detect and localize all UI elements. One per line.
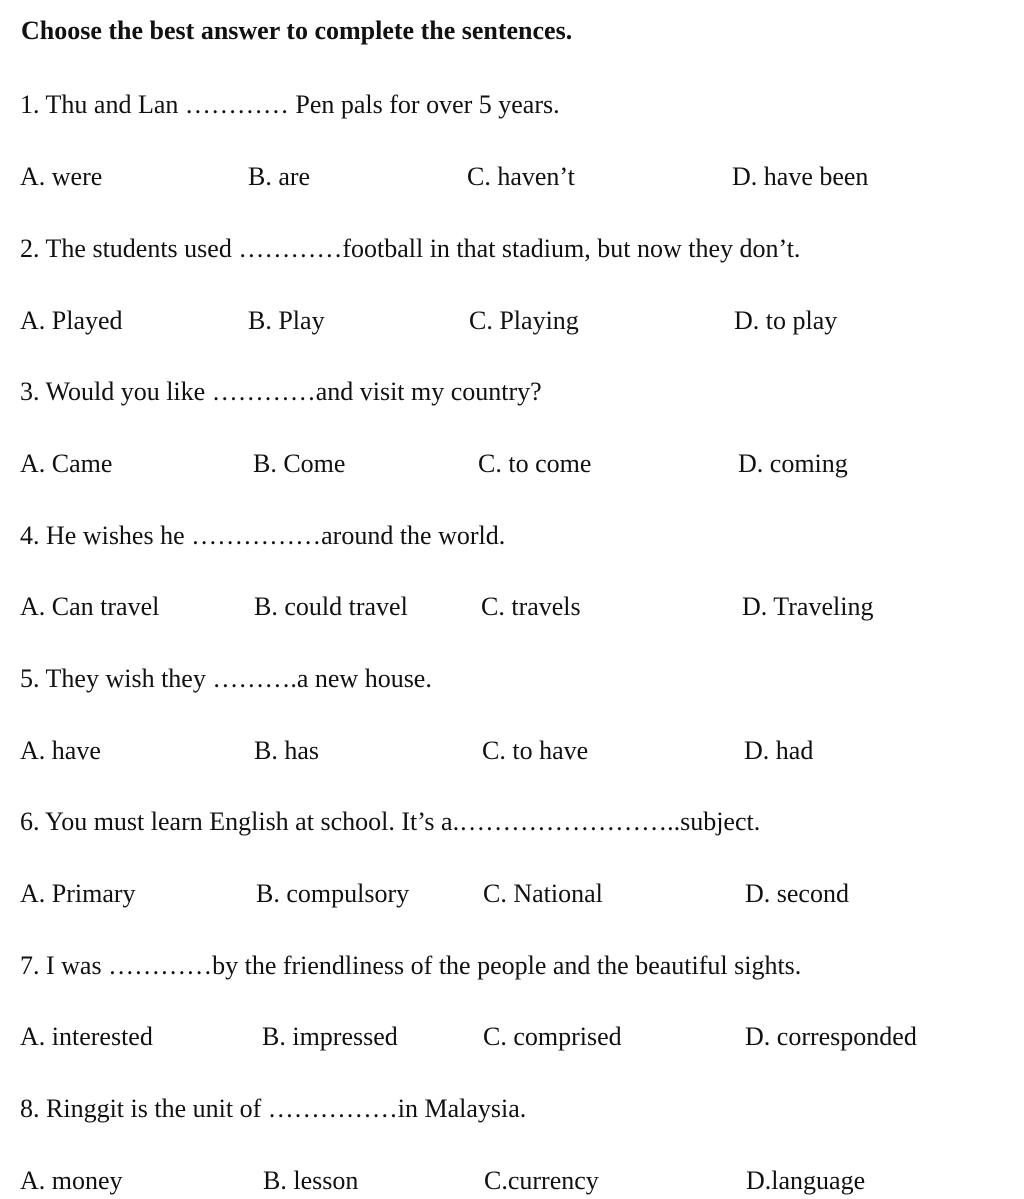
question-3: 3. Would you like …………and visit my country? xyxy=(20,377,542,406)
q2-option-d: D. to play xyxy=(734,306,838,335)
question-8: 8. Ringgit is the unit of ……………in Malaysia. xyxy=(20,1094,527,1123)
q1-option-a: A. were xyxy=(20,162,103,191)
worksheet-heading: Choose the best answer to complete the sentences. xyxy=(21,16,573,45)
question-4: 4. He wishes he ……………around the world. xyxy=(20,521,506,550)
q7-option-a: A. interested xyxy=(20,1022,153,1051)
q5-option-d: D. had xyxy=(744,736,814,765)
q4-option-b: B. could travel xyxy=(254,592,408,621)
q8-option-a: A. money xyxy=(20,1166,123,1195)
q6-option-a: A. Primary xyxy=(20,879,136,908)
q2-option-a: A. Played xyxy=(20,306,123,335)
question-2: 2. The students used …………football in that stadium, but now they don’t. xyxy=(20,234,801,263)
q4-option-a: A. Can travel xyxy=(20,592,160,621)
q3-option-a: A. Came xyxy=(20,449,113,478)
q7-option-b: B. impressed xyxy=(262,1022,398,1051)
q8-option-d: D.language xyxy=(746,1166,866,1195)
q5-option-a: A. have xyxy=(20,736,101,765)
q7-option-c: C. comprised xyxy=(483,1022,622,1051)
q8-option-b: B. lesson xyxy=(263,1166,359,1195)
q5-option-b: B. has xyxy=(254,736,319,765)
q6-option-d: D. second xyxy=(745,879,849,908)
q8-option-c: C.currency xyxy=(484,1166,599,1195)
q6-option-b: B. compulsory xyxy=(256,879,410,908)
q4-option-d: D. Traveling xyxy=(742,592,874,621)
question-5: 5. They wish they ……….a new house. xyxy=(20,664,432,693)
q7-option-d: D. corresponded xyxy=(745,1022,917,1051)
q4-option-c: C. travels xyxy=(481,592,581,621)
q3-option-d: D. coming xyxy=(738,449,848,478)
q1-option-c: C. haven’t xyxy=(467,162,575,191)
question-6: 6. You must learn English at school. It’s a.……………………..subject. xyxy=(20,807,761,836)
q2-option-b: B. Play xyxy=(248,306,325,335)
q2-option-c: C. Playing xyxy=(469,306,579,335)
q5-option-c: C. to have xyxy=(482,736,589,765)
q6-option-c: C. National xyxy=(483,879,603,908)
question-7: 7. I was …………by the friendliness of the people and the beautiful sights. xyxy=(20,951,802,980)
q1-option-d: D. have been xyxy=(732,162,869,191)
question-1: 1. Thu and Lan ………… Pen pals for over 5 years. xyxy=(20,90,560,119)
q3-option-b: B. Come xyxy=(253,449,346,478)
q1-option-b: B. are xyxy=(248,162,311,191)
q3-option-c: C. to come xyxy=(478,449,592,478)
